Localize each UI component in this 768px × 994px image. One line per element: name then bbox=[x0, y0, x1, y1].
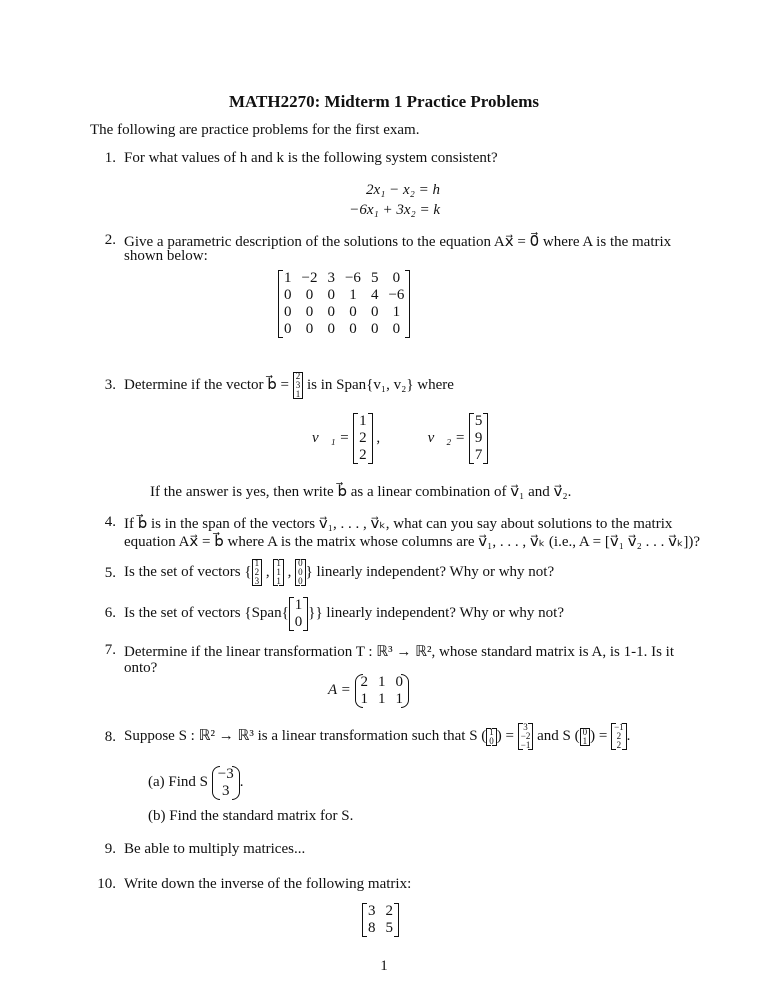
matrix-bracket bbox=[295, 559, 306, 586]
matrix-entry: −6 bbox=[388, 287, 405, 303]
problem-7-text: onto? bbox=[124, 660, 158, 676]
problem-8-text: and S ( bbox=[537, 728, 580, 744]
problem-6-line bbox=[124, 590, 564, 636]
matrix-entry: 4 bbox=[370, 287, 379, 303]
problem-3-text: Determine if the vector b⃗ = bbox=[124, 377, 289, 393]
matrix-bracket bbox=[518, 723, 534, 750]
matrix-entry: 0 bbox=[349, 321, 357, 337]
matrix-bracket bbox=[212, 766, 240, 800]
matrix-entry: 1 bbox=[276, 576, 281, 587]
problem-9-text: Be able to multiply matrices... bbox=[124, 841, 306, 857]
problem-2-text: Give a parametric description of the solutions to the equation Ax⃗ = 0⃗ where A is the matrix bbox=[124, 234, 672, 250]
period: . bbox=[626, 728, 631, 744]
matrix-entry: 0 bbox=[489, 735, 494, 746]
problem-8-text: ) = bbox=[496, 728, 515, 744]
matrix-bracket bbox=[469, 413, 489, 464]
matrix-entry: 0 bbox=[305, 287, 314, 303]
problem-number: 9. bbox=[104, 841, 116, 857]
matrix-entry: 0 bbox=[305, 321, 314, 337]
problem-8-text: Suppose S : ℝ² → ℝ³ is a linear transformation such that S ( bbox=[124, 728, 487, 744]
matrix-entry: −1 bbox=[614, 722, 624, 733]
A-label: A = bbox=[328, 682, 351, 698]
problem-5-text: } linearly independent? Why or why not? bbox=[305, 564, 555, 580]
matrix-entry: 1 bbox=[359, 413, 367, 430]
problem-5-text: Is the set of vectors { bbox=[124, 564, 252, 580]
matrix-entry: 1 bbox=[295, 389, 301, 400]
problem-7-text: Determine if the linear transformation T : ℝ³ → ℝ², whose standard matrix is A, is 1-1. Is it bbox=[124, 644, 675, 660]
matrix-entry: 0 bbox=[349, 304, 357, 320]
matrix-A bbox=[278, 270, 410, 338]
matrix-entry: 3 bbox=[222, 782, 230, 799]
matrix-entry: 2 bbox=[295, 371, 301, 382]
problem-number: 5. bbox=[104, 565, 116, 581]
problem-8a: (a) Find S −3 3. bbox=[148, 765, 244, 799]
vector-2 bbox=[273, 559, 284, 586]
matrix-entry: 3 bbox=[327, 270, 335, 286]
vector-v2 bbox=[469, 413, 489, 464]
matrix-bracket bbox=[278, 270, 410, 338]
problem-6-text: }} linearly independent? Why or why not? bbox=[308, 605, 564, 621]
matrix-entry: −3 bbox=[217, 765, 234, 782]
matrix-entry: 2 bbox=[616, 740, 622, 751]
matrix-entry: 0 bbox=[327, 321, 335, 337]
problem-4-text: If b⃗ is in the span of the vectors v⃗₁, . . . , v⃗ₖ, what can you say about solutions to the matrix bbox=[124, 516, 673, 532]
matrix-entry: 2 bbox=[616, 731, 622, 742]
matrix-entry: 1 bbox=[378, 690, 386, 707]
vector-1 bbox=[252, 559, 263, 586]
matrix-entry: 1 bbox=[360, 690, 369, 707]
subpart-label: (b) bbox=[148, 808, 166, 824]
matrix-entry: 5 bbox=[370, 270, 379, 286]
problem-8-line bbox=[124, 716, 630, 756]
matrix-entry: 1 bbox=[395, 690, 404, 707]
matrix-entry: 0 bbox=[392, 270, 401, 286]
matrix-bracket bbox=[289, 597, 309, 631]
vector-v1 bbox=[353, 413, 373, 464]
vector-b bbox=[293, 372, 304, 399]
matrix-bracket bbox=[580, 728, 591, 746]
problem-2-text: shown below: bbox=[124, 248, 208, 264]
problem-number: 10. bbox=[97, 876, 116, 892]
problem-number: 3. bbox=[104, 377, 116, 393]
matrix-entry: −1 bbox=[520, 740, 531, 751]
matrix-entry: 1 bbox=[284, 270, 292, 286]
matrix-entry: 3 bbox=[254, 576, 260, 587]
problem-1-text: For what values of h and k is the following system consistent? bbox=[124, 150, 498, 166]
matrix-entry: 0 bbox=[327, 304, 335, 320]
problem-3-text: is in Span{v₁, v₂} where bbox=[307, 377, 454, 393]
e2-vector bbox=[580, 728, 591, 746]
matrix-entry: 0 bbox=[392, 321, 401, 337]
problem-4-text: equation Ax⃗ = b⃗ where A is the matrix whose columns are v⃗₁, . . . , v⃗ₖ (i.e., A = [v⃗₁ v⃗₂ . . . v⃗ₖ])? bbox=[124, 534, 700, 550]
matrix-A bbox=[355, 674, 410, 708]
v1-label: v⃗₁ = bbox=[312, 430, 350, 446]
matrix-entry: 0 bbox=[395, 673, 404, 690]
v2-label: v⃗₂ = bbox=[427, 430, 466, 446]
equation-1: 2x₁ − x₂ = h bbox=[366, 182, 440, 198]
image-2-vector bbox=[611, 723, 627, 750]
matrix-bracket bbox=[293, 372, 304, 399]
matrix-entry: 8 bbox=[368, 920, 376, 936]
matrix-bracket bbox=[486, 728, 497, 746]
vectors-v bbox=[312, 408, 488, 468]
matrix-entry: 2 bbox=[385, 903, 393, 919]
problem-number: 2. bbox=[104, 232, 116, 248]
matrix-bracket bbox=[611, 723, 627, 750]
matrix-bracket bbox=[353, 413, 373, 464]
matrix-entry: 0 bbox=[327, 287, 335, 303]
matrix-entry: −2 bbox=[520, 731, 531, 742]
problem-3-line bbox=[124, 366, 454, 404]
matrix-entry: −6 bbox=[344, 270, 361, 286]
problem-6-text: Is the set of vectors {Span{ bbox=[124, 605, 289, 621]
subpart-text: Find the standard matrix for S. bbox=[169, 808, 354, 824]
matrix-entry: 2 bbox=[359, 430, 367, 447]
matrix-entry: 2 bbox=[254, 567, 260, 578]
matrix-A-def bbox=[328, 670, 409, 710]
matrix-entry: 9 bbox=[474, 430, 483, 447]
matrix-entry: 1 bbox=[276, 558, 281, 569]
problem-number: 8. bbox=[104, 729, 116, 745]
matrix-entry: 3 bbox=[295, 380, 301, 391]
matrix-entry: 0 bbox=[298, 567, 303, 578]
matrix-entry: 0 bbox=[370, 304, 379, 320]
matrix-entry: 1 bbox=[276, 567, 281, 578]
vector-3 bbox=[295, 559, 306, 586]
matrix-bracket bbox=[355, 674, 410, 708]
matrix-entry: 1 bbox=[294, 596, 303, 613]
matrix-entry: 0 bbox=[582, 726, 588, 737]
matrix-bracket bbox=[252, 559, 263, 586]
matrix-entry: 5 bbox=[474, 413, 483, 430]
input-vector bbox=[212, 766, 240, 800]
problem-8b bbox=[148, 808, 353, 825]
problem-number: 1. bbox=[104, 150, 116, 166]
subpart-text: Find S bbox=[168, 774, 209, 790]
matrix-entry: −2 bbox=[301, 270, 318, 286]
matrix-inverse bbox=[362, 903, 399, 937]
matrix-entry: 0 bbox=[284, 287, 292, 303]
e1-vector bbox=[486, 728, 497, 746]
problem-number: 7. bbox=[104, 642, 116, 658]
matrix-entry: 7 bbox=[474, 447, 483, 464]
problem-5-line: Is the set of vectors {1 2 3 , 1 1 1 , 0 0 0} linearly independent? Why or why not? bbox=[124, 558, 555, 587]
matrix-entry: 1 bbox=[582, 735, 588, 746]
subpart-label: (a) bbox=[148, 774, 165, 790]
matrix-entry: 3 bbox=[368, 903, 376, 919]
matrix-entry: 1 bbox=[378, 673, 386, 690]
matrix-entry: 0 bbox=[298, 576, 303, 587]
image-1-vector bbox=[518, 723, 534, 750]
problem-number: 4. bbox=[104, 514, 116, 530]
matrix-entry: 0 bbox=[305, 304, 314, 320]
matrix-entry: 0 bbox=[294, 613, 303, 630]
matrix-entry: 5 bbox=[385, 920, 393, 936]
matrix-bracket bbox=[273, 559, 284, 586]
matrix-entry: 0 bbox=[298, 558, 303, 569]
equation-2: −6x₁ + 3x₂ = k bbox=[349, 202, 440, 218]
matrix-entry: 1 bbox=[254, 558, 260, 569]
problem-8-text: ) = bbox=[590, 728, 608, 744]
problem-10-text: Write down the inverse of the following matrix: bbox=[124, 876, 412, 892]
page-number: 1 bbox=[380, 958, 388, 974]
problem-3-followup: If the answer is yes, then write b⃗ as a linear combination of v⃗₁ and v⃗₂. bbox=[150, 484, 572, 500]
matrix-entry: 2 bbox=[359, 447, 367, 464]
matrix-entry: 1 bbox=[392, 304, 401, 320]
matrix-entry: 0 bbox=[370, 321, 379, 337]
matrix-entry: 3 bbox=[523, 722, 528, 733]
intro-text: The following are practice problems for the first exam. bbox=[90, 122, 420, 138]
comma: , bbox=[376, 430, 381, 446]
problem-number: 6. bbox=[104, 605, 116, 621]
matrix-bracket bbox=[362, 903, 399, 937]
page-title: MATH2270: Midterm 1 Practice Problems bbox=[229, 92, 539, 111]
matrix-entry: 1 bbox=[489, 726, 494, 737]
matrix-entry: 2 bbox=[360, 673, 369, 690]
matrix-entry: 0 bbox=[284, 321, 292, 337]
matrix-entry: 1 bbox=[349, 287, 357, 303]
vector bbox=[289, 597, 309, 631]
matrix-entry: 0 bbox=[284, 304, 292, 320]
